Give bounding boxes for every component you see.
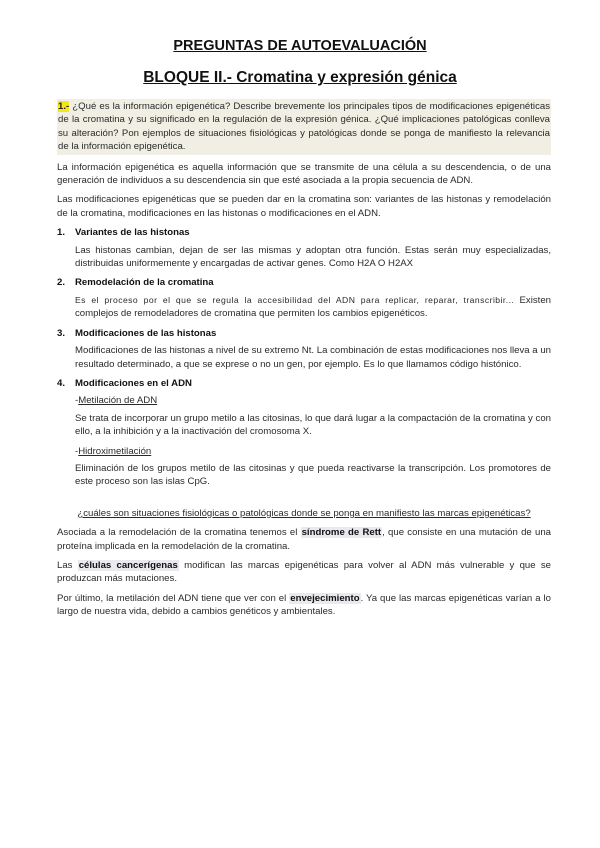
answer-highlight: envejecimiento (290, 592, 360, 604)
section-title: Modificaciones de las histonas (75, 327, 217, 339)
question-block (57, 99, 551, 155)
subsection-heading-metilacion (75, 394, 551, 407)
answer-text: Asociada a la remodelación de la cromatina tenemos el (57, 527, 301, 539)
subsection-label: Metilación de ADN (78, 395, 158, 407)
section-text-1: Las histonas cambian, dejan de ser las mismas y adoptan otra función. Estas serán muy especializadas, distribuidas uniformemente y encargadas de activar genes. Como H2A O H2AX (75, 244, 551, 270)
document-content (57, 99, 551, 625)
answer-text: modifican las marcas epigenéticas para volver al ADN más vulnerable y que se produzcan más mutaciones. (57, 559, 551, 585)
answer-text: Las (57, 559, 78, 571)
subsection-dash: - (75, 395, 79, 407)
answer-text: . Ya que las marcas epigenéticas varían a lo largo de nuestra vida, debido a cambios genéticos y ambientales. (57, 592, 552, 618)
answer-text: , que consiste en una mutación de una proteína implicada en la remodelación de la cromatina. (57, 527, 551, 552)
intro-paragraph-2: Las modificaciones epigenéticas que se pueden dar en la cromatina son: variantes de las histonas y remodelación de la cromatina, modificaciones en las histonas o modificaciones en el ADN. (57, 194, 551, 219)
subsection-text-hidroximetilacion: Eliminación de los grupos metilo de las citosinas y que pueda reactivarse la transcripción. Los promotores de este proceso son las islas CpG. (75, 462, 551, 488)
subsection-heading-hidroximetilacion (75, 445, 551, 458)
section-title: Remodelación de la cromatina (75, 277, 214, 289)
answer-paragraph-1 (57, 526, 551, 553)
answer-paragraph-3 (57, 592, 551, 619)
answer-highlight: células cancerígenas (78, 559, 178, 571)
section-text-2 (75, 294, 551, 321)
section-number: 4. (57, 377, 66, 389)
section-heading-4 (57, 377, 551, 390)
section-heading-1 (57, 226, 551, 239)
subsection-label: Hidroximetilación (78, 445, 152, 457)
question-number: 1.- (58, 101, 70, 112)
section-title: Variantes de las histonas (75, 227, 190, 239)
section-title: Modificaciones en el ADN (75, 377, 192, 389)
subsection-dash: - (75, 445, 79, 457)
subquestion: ¿cuáles son situaciones fisiológicas o patológicas donde se ponga en manifiesto las marcas epigenéticas? (77, 507, 531, 519)
intro-paragraph-1: La información epigenética es aquella información que se transmite de una célula a su descendencia, o de una generación de individuos a su descendencia sin que esté asociada a la propia secuencia de ADN. (57, 161, 551, 187)
answer-highlight: síndrome de Rett (301, 527, 382, 539)
section-number: 2. (57, 277, 66, 289)
section-text-spaced: Es el proceso por el que se regula la accesibilidad del ADN para replicar, reparar, transcribir... (75, 294, 515, 305)
answer-text: Por último, la metilación del ADN tiene que ver con el (57, 592, 290, 604)
section-text-rest: Existen complejos de remodeladores de cromatina que permiten los cambios epigenéticos. (75, 294, 551, 320)
section-number: 1. (57, 227, 66, 239)
page-title: PREGUNTAS DE AUTOEVALUACIÓN (173, 38, 427, 54)
subsection-text-metilacion: Se trata de incorporar un grupo metilo a las citosinas, lo que dará lugar a la compactación de la cromatina y con ello, a la inhibición y a la inactivación del cromosoma X. (75, 412, 551, 438)
section-text-3: Modificaciones de las histonas a nivel de su extremo Nt. La combinación de estas modificaciones nos lleva a un resultado determinado, a que se exprese o no un gen, por ejemplo. Es lo que llamamos código histónico. (75, 345, 551, 370)
section-heading-3 (57, 327, 551, 340)
page-subtitle: BLOQUE II.- Cromatina y expresión génica (143, 69, 457, 86)
section-number: 3. (57, 327, 66, 339)
section-heading-2 (57, 276, 551, 289)
answer-paragraph-2 (57, 559, 551, 586)
question-text: ¿Qué es la información epigenética? Describe brevemente los principales tipos de modificaciones epigenéticas de la cromatina y su significado en la regulación de la expresión génica. ¿Qué implicaciones patológicas conlleva su alteración? Pon ejemplos de situaciones fisiológicas y patológicas donde se ponga de manifiesto la relevancia de la información epigenética. (58, 101, 550, 153)
